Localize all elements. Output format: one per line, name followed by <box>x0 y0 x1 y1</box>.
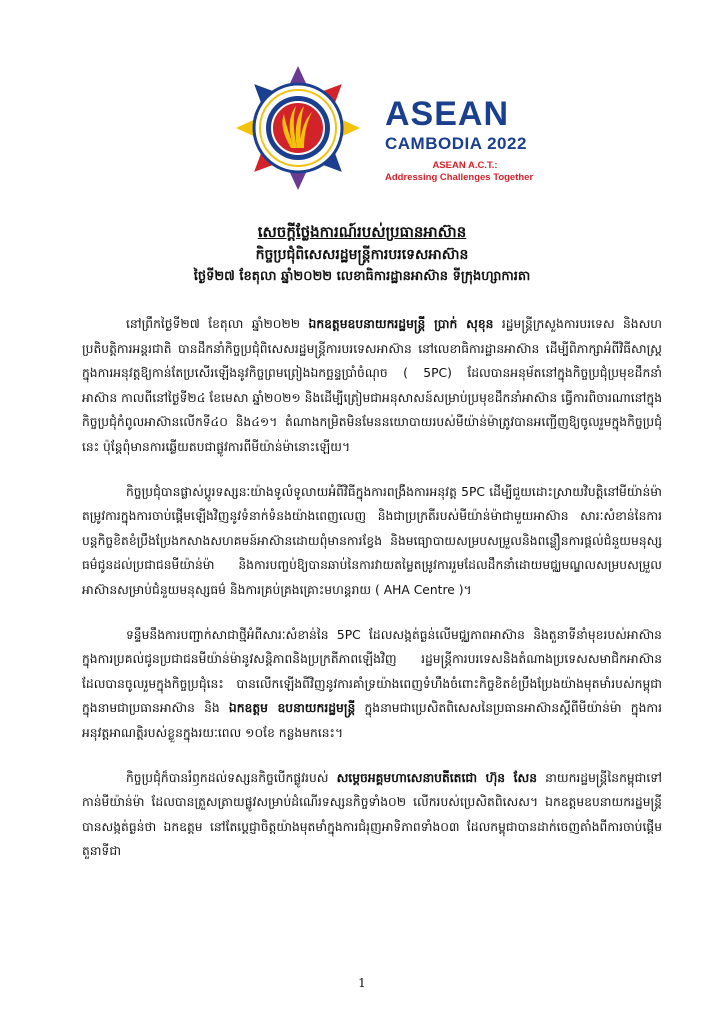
paragraph-4 <box>82 766 662 864</box>
paragraph-text: រដ្ឋមន្ត្រីក្រសួងការបរទេស និងសហប្រតិបត្តិការអន្តរជាតិ បានដឹកនាំកិច្ចប្រជុំពិសេសរដ្ឋមន្ត្រីការបរទេសអាស៊ាន នៅលេខាធិការដ្ឋានអាស៊ាន ដើម្បីពិភាក្សាអំពីវិធីសាស្ត្រក្នុងការអនុវត្តឱ្យកាន់តែប្រសើរឡើងនូវកិច្ចព្រមព្រៀងឯកច្ឆន្ទប្រាំចំណុច ( 5PC) ដែលបានអនុម័តនៅក្នុងកិច្ចប្រជុំប្រមុខដឹកនាំអាស៊ាន កាលពីនៅថ្ងៃទី២៤ ខែមេសា ឆ្នាំ២០២១ និងដើម្បីត្រៀមជាអនុសាសន៍សម្រាប់ប្រមុខដឹកនាំអាស៊ាន ធ្វើការពិចារណានៅក្នុងកិច្ចប្រជុំកំពូលអាស៊ានលើកទី៤០ និង៤១។ តំណាងកម្រិតមិនមែននយោបាយរបស់មីយ៉ាន់ម៉ាត្រូវបានអញ្ជើញឱ្យចូលរួមក្នុងកិច្ចប្រជុំនេះ ប៉ុន្តែពុំមានការឆ្លើយតបជាផ្លូវការពីមីយ៉ាន់ម៉ានោះឡើយ។ <box>82 317 662 454</box>
paragraph-bold-text: ឯកឧត្តមឧបនាយករដ្ឋមន្ត្រី ប្រាក់ សុខុន <box>308 317 494 331</box>
brand-title: ASEAN <box>385 95 510 133</box>
paragraph-bold-text: សម្តេចអគ្គមហាសេនាបតីតេជោ ហ៊ុន សែន <box>336 770 538 785</box>
paragraph-text: កិច្ចប្រជុំបានផ្លាស់ប្តូរទស្សនៈយ៉ាងទូលំទូលាយអំពីវិធីក្នុងការពង្រឹងការអនុវត្ត 5PC ដើម្បីជួយដោះស្រាយវិបត្តិនៅមីយ៉ាន់ម៉ា តម្រូវការក្នុងការចាប់ផ្តើមឡើងវិញនូវទំនាក់ទំនងយ៉ាងពេញលេញ និងជាប្រក្រតីរបស់មីយ៉ាន់ម៉ាជាមួយអាស៊ាន សារៈសំខាន់នៃការបន្តកិច្ចខិតខំប្រឹងប្រែងកសាងសហគមន៍អាស៊ានដោយពុំមានការខ្វែង និងមធ្យោបាយសម្របសម្រួលនិងពន្លឿនការផ្តល់ជំនួយមនុស្សធម៌ជូនដល់ប្រជាជនមីយ៉ាន់ម៉ា និងការបញ្ចប់ឱ្យបានឆាប់នៃការវាយតម្លៃតម្រូវការរួមដែលដឹកនាំដោយមជ្ឈមណ្ឌលសម្របសម្រួលអាស៊ានសម្រាប់ជំនួយមនុស្សធម៌ និងការគ្រប់គ្រងគ្រោះមហន្តរាយ ( AHA Centre )។ <box>82 484 662 597</box>
page-number: 1 <box>358 976 366 990</box>
paragraph-1 <box>82 312 662 460</box>
paragraph-text: កិច្ចប្រជុំក៏បានរំឭកដល់ទស្សនកិច្ចបើកផ្លូវរបស់ <box>126 770 337 785</box>
paragraph-3 <box>82 623 662 746</box>
paragraph-text: ទន្ទឹមនឹងការបញ្ជាក់សាជាថ្មីអំពីសារៈសំខាន់នៃ 5PC ដែលសង្កត់ធ្ងន់លើមជ្ឈភាពអាស៊ាន និងតួនាទីនាំមុខរបស់អាស៊ាន ក្នុងការប្រគល់ជូនប្រជាជនមីយ៉ាន់ម៉ានូវសន្តិភាពនិងប្រក្រតីភាពឡើងវិញ រដ្ឋមន្ត្រីការបរទេសនិងតំណាងប្រទេសសមាជិកអាស៊ានដែលបានចូលរួមក្នុងកិច្ចប្រជុំនេះ បានលើកឡើងពីវិញនូវការគាំទ្រយ៉ាងពេញទំហឹងចំពោះកិច្ចខិតខំប្រឹងប្រែងយ៉ាងមុតមាំរបស់កម្ពុជា ក្នុងនាមជាប្រធានអាស៊ាន និង <box>82 627 662 716</box>
paragraph-text: នៅព្រឹកថ្ងៃទី២៧ ខែតុលា ឆ្នាំ២០២២ <box>126 317 309 331</box>
paragraph-text: ក្នុងនាមជាប្រេសិតពិសេសនៃប្រធានអាស៊ានស្តីពីមីយ៉ាន់ម៉ា ក្នុងការអនុវត្តអាណត្តិរបស់ខ្លួនក្នុងរយៈពេល ១០ខែ កន្លងមកនេះ។ <box>82 701 662 740</box>
brand-subtitle: CAMBODIA 2022 <box>385 134 527 153</box>
document-dateline: ថ្ងៃទី២៧ ខែតុលា ឆ្នាំ២០២២ លេខាធិការដ្ឋានអាស៊ាន ទីក្រុងហ្សាការតា <box>193 269 531 284</box>
document-body <box>82 312 662 884</box>
paragraph-bold-text: ឯកឧត្តម ឧបនាយករដ្ឋមន្ត្រី <box>228 701 356 716</box>
document-title-block <box>120 220 604 288</box>
document-title: សេចក្តីថ្លែងការណ៍របស់ប្រធានអាស៊ាន <box>257 223 467 241</box>
brand-block <box>385 96 645 183</box>
asean-cambodia-emblem-icon <box>232 62 364 194</box>
brand-tagline: Addressing Challenges Together <box>385 172 534 183</box>
document-subtitle: កិច្ចប្រជុំពិសេសរដ្ឋមន្ត្រីការបរទេសអាស៊ាន <box>255 247 469 263</box>
paragraph-text: នាយករដ្ឋមន្ត្រីនៃកម្ពុជាទៅកាន់មីយ៉ាន់ម៉ា ដែលបានត្រួសត្រាយផ្លូវសម្រាប់ដំណើរទស្សនកិច្ចទាំង០២ លើករបស់ប្រេសិតពិសេស។ ឯកឧត្តមឧបនាយករដ្ឋមន្ត្រី បានសង្កត់ធ្ងន់ថា ឯកឧត្តម នៅតែប្តេជ្ញាចិត្តយ៉ាងមុតមាំក្នុងការជំរុញអាទិភាពទាំង០៣ ដែលកម្ពុជាបានដាក់ចេញតាំងពីការចាប់ផ្តើមតួនាទីជា <box>82 770 662 859</box>
paragraph-2 <box>82 480 662 603</box>
brand-act: ASEAN A.C.T.: <box>432 160 498 171</box>
